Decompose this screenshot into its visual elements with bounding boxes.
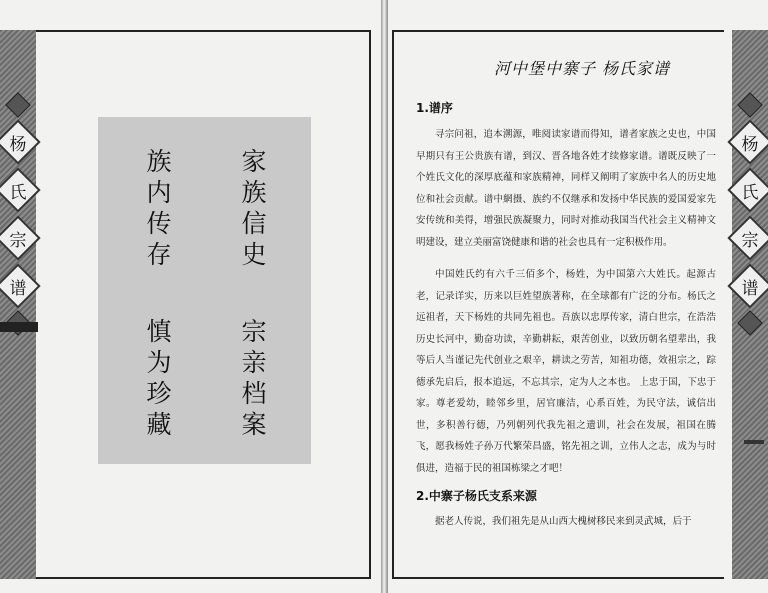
calligraphy-column: 宗亲档案 <box>238 318 267 442</box>
body-paragraph: 寻宗问祖，追本溯源，唯阅读家谱而得知，谱者家族之史也，中国早期只有王公贵族有谱，到汉、晋各地各姓才续修家谱。谱既反映了一个姓氏文化的深厚底蕴和家族精神，同样又阐明了家族中名人的历史地位和社会贡献。谱中網摄、族约不仅继承和发扬中华民族的爱国爱家先安传统和美得，增强民族凝聚力，同时对推动我国当代社会主义精神文明建设，建立美丽富饶健康和谐的社会也具有一定积极作用。 <box>416 129 716 248</box>
calligraphy-column: 家族信史 <box>238 148 267 272</box>
side-title-char: 氏 <box>0 167 41 212</box>
side-title-char: 谱 <box>0 263 41 308</box>
body-paragraph: 中国姓氏约有六千三佰多个，杨姓，为中国第六大姓氏。起源古老，记录详实，历来以巨姓望族著称，在全球都有广泛的分布。杨氏之远祖者，天下杨姓的共同先祖也。吾族以忠厚传家，清白世宗，在浩浩历史长河中，勤奋功读，辛勤耕耘，艰苦创业，以致历朝名望辈出，我等后人当谨记先代创业之艰辛，耕读之劳苦，知祖功德，效祖宗之，踪德承先启后，报本追远，不忘其宗，定为人之本也。 上忠于国，下忠于家。尊老爱幼，睦邻乡里，居官廉洁，心系百姓，为民守法，诚信出世，多积善行德，乃列朝列代我先祖之遗训，社会在发展，祖国在腾飞，愿我杨姓子孙万代繁荣昌盛，铭先祖之训，立伟人之志，成为与时俱进，造福于民的祖国栋梁之才吧！ <box>416 269 716 474</box>
side-title-char: 谱 <box>727 263 768 308</box>
body-paragraph: 据老人传说，我们祖先是从山西大槐树移民来到灵武城，后于 <box>435 516 692 527</box>
section-heading: 2.中寨子杨氏支系来源 <box>416 489 537 503</box>
side-title-char: 杨 <box>0 119 41 164</box>
side-title-char: 杨 <box>727 119 768 164</box>
decorative-stripe <box>0 322 38 332</box>
calligraphy-placard <box>98 117 311 464</box>
side-title-char: 宗 <box>727 215 768 260</box>
section-heading: 1.谱序 <box>416 101 453 115</box>
left-page <box>0 0 381 593</box>
side-title-char: 宗 <box>0 215 41 260</box>
right-page <box>388 0 768 593</box>
book-spine <box>381 0 388 593</box>
diamond-ornament-icon <box>5 92 30 117</box>
diamond-ornament-icon <box>737 92 762 117</box>
side-title-vertical <box>0 92 36 336</box>
decorative-stripe <box>744 440 764 444</box>
calligraphy-column: 慎为珍藏 <box>143 318 172 442</box>
calligraphy-column: 族内传存 <box>143 148 172 272</box>
side-title-vertical <box>732 92 768 336</box>
page-title: 河中堡中寨子 杨氏家谱 <box>493 59 671 78</box>
side-title-char: 氏 <box>727 167 768 212</box>
diamond-ornament-icon <box>737 310 762 335</box>
